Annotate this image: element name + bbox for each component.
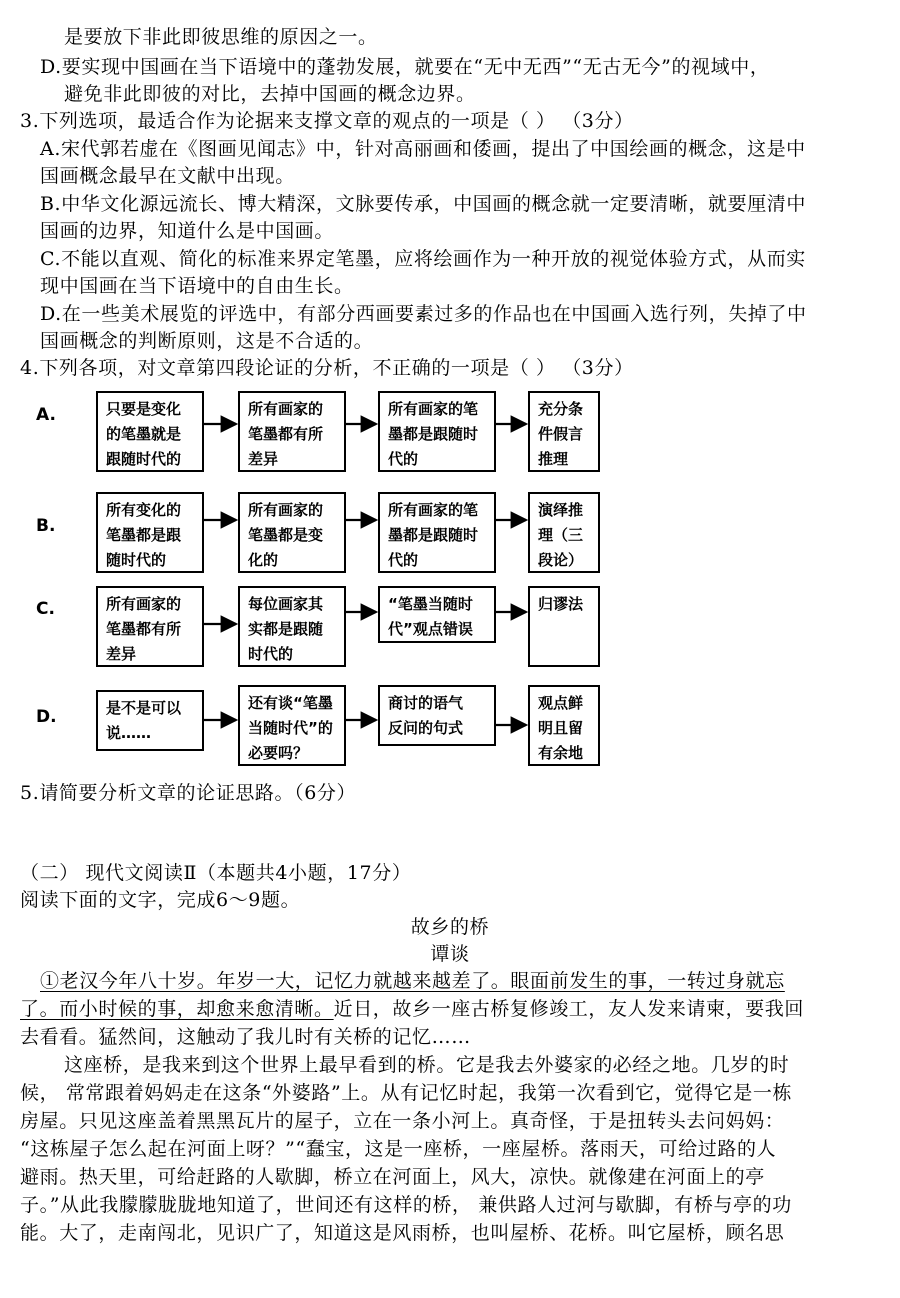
q4-row-b-box2: 所有画家的 笔墨都是变 化的 [238, 492, 346, 573]
q3-option-c-line2: 现中国画在当下语境中的自由生长。 [40, 275, 354, 297]
q4-row-d-box4: 观点鲜 明且留 有余地 [528, 685, 600, 766]
q3-option-d-line1: D.在一些美术展览的评选中，有部分西画要素过多的作品也在中国画入选行列，失掉了中 [40, 303, 807, 325]
paragraph1-line3: 去看看。猛然间，这触动了我儿时有关桥的记忆…… [20, 1026, 471, 1048]
q4-row-c-label: C. [36, 599, 55, 619]
q3-option-c-line1: C.不能以直观、简化的标准来界定笔墨，应将绘画作为一种开放的视觉体验方式，从而实 [40, 248, 806, 270]
paragraph2-line3: 房屋。只见这座盖着黑黑瓦片的屋子，立在一条小河上。真奇怪，于是扭转头去问妈妈： [20, 1110, 785, 1132]
q4-row-d-box2: 还有谈“笔墨 当随时代”的 必要吗？ [238, 685, 346, 766]
q4-row-d-box1: 是不是可以 说…… [96, 690, 204, 751]
q3-option-b-line2: 国画的边界，知道什么是中国画。 [40, 220, 335, 242]
q4-row-b-label: B. [36, 516, 56, 536]
q2-option-d-line2: 避免非此即彼的对比，去掉中国画的概念边界。 [64, 83, 476, 105]
q4-row-b-box1: 所有变化的 笔墨都是跟 随时代的 [96, 492, 204, 573]
section2-header: （二） 现代文阅读Ⅱ（本题共4小题，17分） [20, 862, 412, 884]
paragraph1-line2 [20, 996, 882, 1022]
q2-option-c-tail: 是要放下非此即彼思维的原因之一。 [64, 26, 378, 48]
article-title: 故乡的桥 [410, 916, 490, 938]
q3-option-b-line1: B.中华文化源远流长、博大精深，文脉要传承，中国画的概念就一定要清晰，就要厘清中 [40, 193, 807, 215]
q3-stem: 3.下列选项，最适合作为论据来支撑文章的观点的一项是（ ） （3分） [20, 110, 634, 132]
q5-stem: 5.请简要分析文章的论证思路。（6分） [20, 782, 357, 804]
q4-row-c-box2: 每位画家其 实都是跟随 时代的 [238, 586, 346, 667]
q2-option-d-line1: D.要实现中国画在当下语境中的蓬勃发展，就要在“无中无西”“无古无今”的视域中， [40, 56, 770, 78]
paragraph2-line5: 避雨。热天里，可给赶路的人歇脚，桥立在河面上，风大，凉快。就像建在河面上的亭 [20, 1166, 765, 1188]
q4-stem: 4.下列各项，对文章第四段论证的分析，不正确的一项是（ ） （3分） [20, 357, 634, 379]
q3-option-d-line2: 国画概念的判断原则，这是不合适的。 [40, 330, 374, 352]
paragraph2-line6: 子。”从此我朦朦胧胧地知道了，世间还有这样的桥， 兼供路人过河与歇脚，有桥与亭的功 [20, 1194, 792, 1216]
q4-row-a-label: A. [36, 405, 56, 425]
paragraph2-line1: 这座桥，是我来到这个世界上最早看到的桥。它是我去外婆家的必经之地。几岁的时 [64, 1054, 790, 1076]
q4-row-c-box3: “笔墨当随时 代”观点错误 [378, 586, 496, 643]
paragraph2-line2: 候， 常常跟着妈妈走在这条“外婆路”上。从有记忆时起，我第一次看到它，觉得它是一栋 [20, 1082, 793, 1104]
q3-option-a-line1: A.宋代郭若虚在《图画见闻志》中，针对高丽画和倭画，提出了中国绘画的概念，这是中 [40, 138, 806, 160]
q4-row-b-box4: 演绎推 理（三 段论） [528, 492, 600, 573]
paragraph1-line2-rest: 近日，故乡一座古桥复修竣工，友人发来请柬，要我回 [333, 998, 805, 1020]
q4-row-b-box3: 所有画家的笔 墨都是跟随时 代的 [378, 492, 496, 573]
article-author: 谭谈 [430, 943, 470, 965]
paragraph1-underlined: 了。而小时候的事，却愈来愈清晰。 [20, 998, 334, 1020]
q4-row-c-box1: 所有画家的 笔墨都有所 差异 [96, 586, 204, 667]
section2-instruction: 阅读下面的文字，完成6～9题。 [20, 889, 301, 911]
paragraph2-line4: “这栋屋子怎么起在河面上呀？”“蠢宝，这是一座桥，一座屋桥。落雨天，可给过路的人 [20, 1138, 777, 1160]
q4-row-d-label: D. [36, 707, 57, 727]
q3-option-a-line2: 国画概念最早在文献中出现。 [40, 165, 295, 187]
paragraph2-line7: 能。大了，走南闯北，见识广了，知道这是风雨桥，也叫屋桥、花桥。叫它屋桥，顾名思 [20, 1222, 785, 1244]
paragraph1-line1: ①老汉今年八十岁。年岁一大，记忆力就越来越差了。眼面前发生的事，一转过身就忘 [40, 970, 785, 992]
q4-row-a-box1: 只要是变化 的笔墨就是 跟随时代的 [96, 391, 204, 472]
q4-row-a-box3: 所有画家的笔 墨都是跟随时 代的 [378, 391, 496, 472]
q4-row-d-box3: 商讨的语气 反问的句式 [378, 685, 496, 746]
q4-row-c-box4: 归谬法 [528, 586, 600, 667]
q4-row-a-box4: 充分条 件假言 推理 [528, 391, 600, 472]
q4-row-a-box2: 所有画家的 笔墨都有所 差异 [238, 391, 346, 472]
